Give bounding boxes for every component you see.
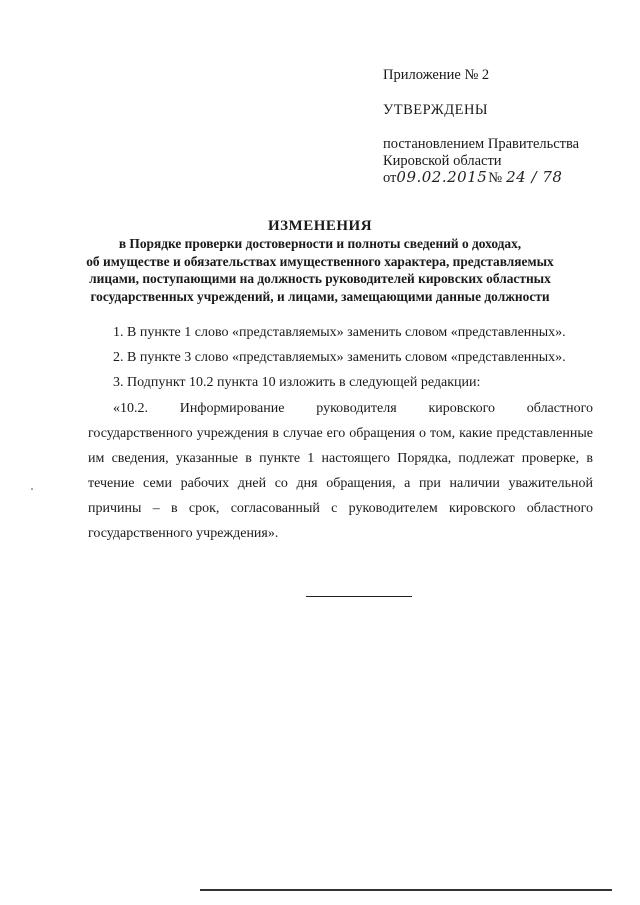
handwritten-number: 24 / 78	[506, 168, 563, 186]
document-title	[60, 217, 580, 305]
end-divider	[306, 596, 412, 597]
quote-line-3: им сведения, указанные в пункте 1 настоящего Порядка, подлежат проверке, в	[88, 451, 593, 466]
scan-edge-line	[200, 889, 612, 891]
quote-line-1: «10.2. Информирование руководителя кировского областного	[113, 401, 593, 416]
quote-line-4: течение семи рабочих дней со дня обращения, а при наличии уважительной	[88, 476, 593, 491]
scan-speck	[31, 488, 33, 490]
resolution-line-1: постановлением Правительства	[383, 136, 580, 152]
title-line-1: в Порядке проверки достоверности и полноты сведений о доходах,	[118, 236, 522, 251]
date-prefix: от	[383, 170, 397, 186]
title-line-3: лицами, поступающими на должность руководителей кировских областных	[89, 271, 551, 286]
title-line-2: об имуществе и обязательствах имущественного характера, представляемых	[86, 253, 554, 269]
title-main: ИЗМЕНЕНИЯ	[267, 218, 373, 234]
quote-line-6: государственного учреждения».	[88, 526, 279, 541]
item-3: 3. Подпункт 10.2 пункта 10 изложить в следующей редакции:	[113, 375, 481, 390]
quote-line-2: государственного учреждения в случае его обращения о том, какие представленные	[88, 426, 593, 441]
quote-line-5: причины – в срок, согласованный с руководителем кировского областного	[88, 501, 593, 516]
resolution-line-2: Кировской области	[383, 153, 502, 169]
number-prefix: №	[488, 170, 503, 186]
approved-label: УТВЕРЖДЕНЫ	[383, 102, 489, 118]
resolution-date-line	[383, 169, 562, 187]
title-line-4: государственных учреждений, и лицами, замещающими данные должности	[90, 288, 550, 304]
appendix-label: Приложение № 2	[383, 67, 490, 83]
item-1: 1. В пункте 1 слово «представляемых» заменить словом «представленных».	[113, 325, 566, 340]
item-2: 2. В пункте 3 слово «представляемых» заменить словом «представленных».	[113, 350, 566, 365]
handwritten-date: 09.02.2015	[396, 168, 488, 186]
